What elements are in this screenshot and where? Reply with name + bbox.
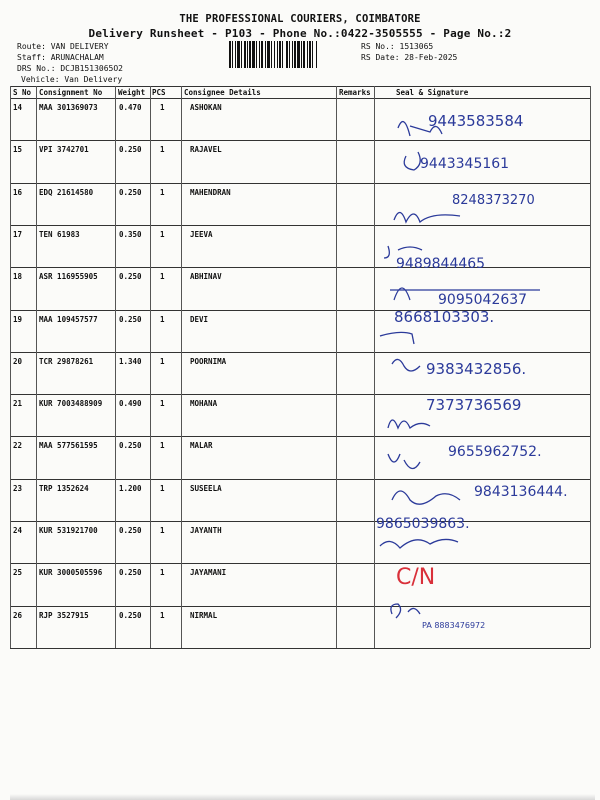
signature-row-18 — [390, 288, 540, 308]
grid-vline — [115, 86, 116, 648]
cell-weight: 0.250 — [119, 441, 142, 451]
phone-15: 9443345161 — [420, 156, 510, 172]
cell-pcs: 1 — [160, 610, 165, 620]
signature-row-21 — [388, 396, 521, 428]
grid-vline — [181, 86, 182, 648]
cell-consignee: RAJAVEL — [190, 145, 222, 155]
cell-consignment: TEN 61983 — [39, 229, 80, 239]
rs-date: RS Date: 28-Feb-2025 — [361, 53, 458, 62]
col-header-sno: S No — [13, 88, 32, 97]
cell-weight: 0.470 — [119, 103, 142, 112]
col-header-consignee: Consignee Details — [184, 88, 261, 97]
cell-pcs: 1 — [160, 187, 165, 197]
cell-weight: 0.250 — [119, 314, 142, 324]
grid-hline — [10, 98, 590, 99]
staff-label: Staff: ARUNACHALAM — [17, 53, 104, 62]
grid-vline — [590, 86, 591, 648]
cell-consignee: JAYANTH — [190, 526, 222, 535]
phone-14: 9443583584 — [428, 112, 524, 130]
cell-sno: 17 — [13, 229, 23, 239]
cell-sno: 21 — [13, 399, 23, 409]
cell-sno: 25 — [13, 568, 23, 578]
col-header-pcs: PCS — [152, 88, 166, 97]
cell-consignee: MOHANA — [190, 399, 218, 409]
cell-weight: 0.490 — [119, 399, 142, 409]
phone-17: 9489844465 — [396, 256, 486, 272]
cell-weight: 0.250 — [119, 145, 142, 155]
cell-pcs: 1 — [160, 314, 165, 324]
handwritten-signatures — [370, 0, 585, 800]
cell-consignment: ASR 116955905 — [39, 272, 98, 282]
cell-weight: 0.350 — [119, 229, 142, 239]
cell-consignee: NIRMAL — [190, 610, 218, 620]
col-header-signature: Seal & Signature — [396, 88, 469, 97]
col-header-weight: Weight — [118, 88, 146, 97]
cell-pcs: 1 — [160, 526, 165, 535]
cell-pcs: 1 — [160, 145, 165, 155]
cn-mark: C/N — [396, 565, 436, 590]
drs-label: DRS No.: DCJB1513065O2 — [17, 64, 123, 73]
cell-weight: 0.250 — [119, 610, 142, 620]
cell-weight: 0.250 — [119, 526, 142, 535]
cell-consignee: JEEVA — [190, 229, 213, 239]
barcode — [229, 41, 354, 68]
cell-consignment: KUR 3000505596 — [39, 568, 103, 578]
cell-consignment: KUR 7003488909 — [39, 399, 103, 409]
cell-pcs: 1 — [160, 399, 165, 409]
cell-consignment: RJP 3527915 — [39, 610, 89, 620]
phone-18: 9095042637 — [438, 292, 528, 308]
phone-23: 9843136444. — [474, 484, 568, 500]
cell-consignment: EDQ 21614580 — [39, 187, 94, 197]
cell-pcs: 1 — [160, 483, 165, 493]
col-header-remarks: Remarks — [339, 88, 371, 97]
signature-row-19 — [380, 308, 494, 344]
signature-row-26 — [391, 604, 485, 630]
cell-consignee: JAYAMANI — [190, 568, 227, 578]
cell-consignment: TCR 29878261 — [39, 356, 94, 366]
grid-hline — [10, 606, 590, 607]
rs-number: RS No.: 1513065 — [361, 42, 434, 51]
cell-sno: 14 — [13, 103, 23, 112]
cell-sno: 26 — [13, 610, 23, 620]
cell-sno: 24 — [13, 526, 23, 535]
grid-hline — [10, 648, 590, 649]
grid-hline — [10, 352, 590, 353]
cell-consignment: MAA 109457577 — [39, 314, 98, 324]
cell-pcs: 1 — [160, 272, 165, 282]
cell-consignment: VPI 3742701 — [39, 145, 89, 155]
grid-vline — [336, 86, 337, 648]
signature-row-25 — [396, 565, 435, 590]
grid-hline — [10, 86, 590, 87]
cell-sno: 15 — [13, 145, 23, 155]
scan-edge — [10, 794, 595, 800]
cell-consignment: TRP 1352624 — [39, 483, 89, 493]
signature-row-22 — [388, 444, 542, 469]
grid-hline — [10, 563, 590, 564]
phone-24: 9865039863. — [376, 516, 470, 532]
cell-consignment: MAA 577561595 — [39, 441, 98, 451]
phone-22: 9655962752. — [448, 444, 542, 460]
route-label: Route: VAN DELIVERY — [17, 42, 109, 51]
grid-hline — [10, 140, 590, 141]
grid-vline — [10, 86, 11, 648]
cell-pcs: 1 — [160, 103, 165, 112]
cell-consignment: KUR 531921700 — [39, 526, 98, 535]
cell-weight: 1.200 — [119, 483, 142, 493]
grid-vline — [374, 86, 375, 648]
grid-hline — [10, 479, 590, 480]
cell-pcs: 1 — [160, 356, 165, 366]
cell-consignment: MAA 301369073 — [39, 103, 98, 112]
cell-consignee: POORNIMA — [190, 356, 227, 366]
phone-16: 8248373270 — [452, 193, 535, 208]
signature-row-23 — [392, 484, 568, 504]
cell-consignee: ASHOKAN — [190, 103, 222, 112]
cell-sno: 23 — [13, 483, 23, 493]
cell-sno: 20 — [13, 356, 23, 366]
signature-row-16 — [394, 193, 535, 222]
grid-hline — [10, 521, 590, 522]
cell-consignee: SUSEELA — [190, 483, 222, 493]
cell-consignee: DEVI — [190, 314, 209, 324]
cell-sno: 19 — [13, 314, 23, 324]
cell-sno: 16 — [13, 187, 23, 197]
grid-hline — [10, 394, 590, 395]
signature-row-20 — [392, 359, 526, 378]
cell-pcs: 1 — [160, 229, 165, 239]
grid-hline — [10, 267, 590, 268]
cell-consignee: ABHINAV — [190, 272, 222, 282]
cell-pcs: 1 — [160, 568, 165, 578]
cell-sno: 22 — [13, 441, 23, 451]
document-subtitle: Delivery Runsheet - P103 - Phone No.:0422-3505555 - Page No.:2 — [88, 27, 512, 40]
signature-row-14 — [398, 112, 523, 136]
cell-sno: 18 — [13, 272, 23, 282]
grid-hline — [10, 436, 590, 437]
grid-hline — [10, 225, 590, 226]
cell-consignee: MAHENDRAN — [190, 187, 231, 197]
cell-pcs: 1 — [160, 441, 165, 451]
grid-vline — [150, 86, 151, 648]
phone-21: 7373736569 — [426, 396, 522, 414]
signature-row-15 — [404, 152, 509, 172]
phone-26: PA 8883476972 — [422, 621, 486, 630]
phone-20: 9383432856. — [426, 360, 527, 378]
document-title: THE PROFESSIONAL COURIERS, COIMBATORE — [179, 13, 421, 25]
grid-hline — [10, 310, 590, 311]
vehicle-label: Vehicle: Van Delivery — [21, 75, 123, 84]
cell-weight: 0.250 — [119, 568, 142, 578]
grid-vline — [36, 86, 37, 648]
phone-19: 8668103303. — [394, 308, 495, 326]
grid-hline — [10, 183, 590, 184]
col-header-consignment: Consignment No — [39, 88, 103, 97]
cell-consignee: MALAR — [190, 441, 213, 451]
cell-weight: 0.250 — [119, 187, 142, 197]
cell-weight: 0.250 — [119, 272, 142, 282]
cell-weight: 1.340 — [119, 356, 142, 366]
